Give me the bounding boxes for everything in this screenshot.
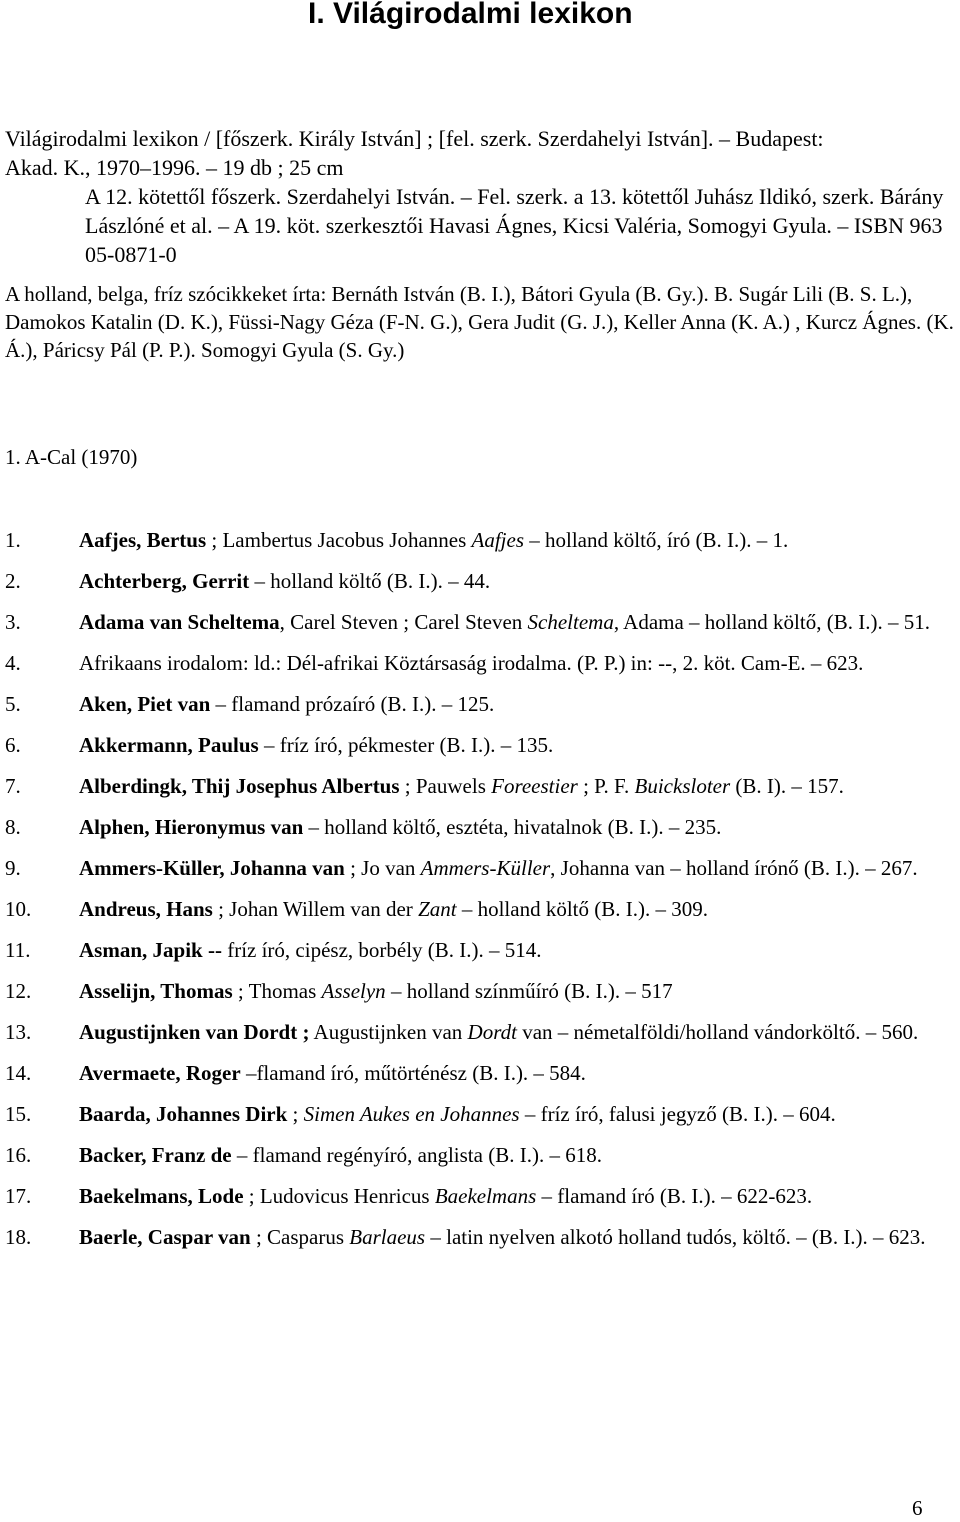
entry-text [79,649,955,677]
entry-headword: Aken, Piet van [79,692,211,716]
entry-text [79,772,955,800]
entry-item [5,1018,955,1046]
entry-description: Augustijnken van [309,1020,468,1044]
entry-headword: Alberdingk, Thij Josephus Albertus [79,774,400,798]
entry-item [5,1223,955,1251]
entry-item [5,813,955,841]
entry-description: fríz író, cipész, borbély (B. I.). – 514. [221,938,542,962]
entry-item [5,1182,955,1210]
entry-headword: Avermaete, Roger [79,1061,241,1085]
entry-italic-name: Ammers-Küller [420,856,551,880]
entry-description: – flamand prózaíró (B. I.). – 125. [210,692,495,716]
entry-italic-name: Dordt [467,1020,517,1044]
entry-description: (B. I). – 157. [730,774,844,798]
entry-description: van – németalföldi/holland vándorköltő. – 560. [516,1020,919,1044]
page-number: 6 [912,1496,923,1520]
entry-text [79,1223,955,1251]
authors-note: A holland, belga, fríz szócikkeket írta: Bernáth István (B. I.), Bátori Gyula (B. Gy.). B. Sugár Lili (B. S. L.), Damokos Katalin (D. K.), Füssi-Nagy Géza (F-N. G.), Gera Judit (G. J.), Keller Anna (K. A.) , Kurcz Ágnes. (K. Á.), Páricsy Pál (P. P.). Somogyi Gyula (S. Gy.) [5,282,954,362]
entry-item [5,608,955,636]
entry-description: , Carel Steven ; Carel Steven [279,610,528,634]
entry-headword: Aafjes, Bertus [79,528,207,552]
entry-headword: Ammers-Küller, Johanna van [79,856,345,880]
entry-headword: Baarda, Johannes Dirk [79,1102,288,1126]
entry-description: ; P. F. [577,774,635,798]
entry-item [5,567,955,595]
entry-number: 3. [5,610,21,634]
entry-description: ; Lambertus Jacobus Johannes [206,528,472,552]
entry-description: ; Ludovicus Henricus [243,1184,435,1208]
entry-text [79,1100,955,1128]
entry-description: – flamand író (B. I.). – 622-623. [536,1184,813,1208]
entry-italic-name: Aafjes [471,528,525,552]
entry-description: ; Jo van [344,856,421,880]
entry-headword: Achterberg, Gerrit [79,569,250,593]
entry-italic-name: Simen Aukes en Johannes [303,1102,520,1126]
entry-list [5,526,955,1251]
entry-italic-name: Baekelmans [434,1184,537,1208]
entry-description: ; Johan Willem van der [212,897,419,921]
entry-headword: Asman, Japik -- [79,938,222,962]
entry-item [5,690,955,718]
entry-item [5,1100,955,1128]
entry-headword: Baerle, Caspar van [79,1225,251,1249]
entry-description: , Johanna van – holland írónő (B. I.). – 267. [550,856,918,880]
catalog-record-notes: A 12. kötettől főszerk. Szerdahelyi István. – Fel. szerk. a 13. kötettől Juhász Ildikó, szerk. Bárány Lászlóné et al. – A 19. köt. szerkesztői Havasi Ágnes, Kicsi Valéria, Somogyi Gyula. – ISBN 963 05-0871-0 [85,184,944,267]
entry-text [79,1141,955,1169]
entry-number: 14. [5,1061,32,1085]
entry-number: 18. [5,1225,32,1249]
entry-italic-name: Zant [418,897,457,921]
entry-number: 7. [5,774,21,798]
catalog-record [5,124,955,269]
entry-description: ; Casparus [250,1225,350,1249]
entry-number: 12. [5,979,32,1003]
entry-item [5,895,955,923]
entry-description: – flamand regényíró, anglista (B. I.). – 618. [231,1143,602,1167]
entry-text [79,854,955,882]
entry-italic-name: Scheltema [527,610,614,634]
entry-text [79,690,955,718]
entry-text [79,977,955,1005]
entry-italic-name: Buicksloter [634,774,731,798]
entry-description: – holland költő, író (B. I.). – 1. [524,528,789,552]
entry-item [5,649,955,677]
entry-text [79,1059,955,1087]
entry-description: ; [287,1102,304,1126]
entry-item [5,731,955,759]
entry-number: 10. [5,897,32,921]
entry-number: 1. [5,528,21,552]
entry-number: 11. [5,938,31,962]
catalog-record-line-1: Világirodalmi lexikon / [főszerk. Király István] ; [fel. szerk. Szerdahelyi István]. – Budapest: [5,126,824,151]
entry-italic-name: Foreestier [491,774,578,798]
entry-description: – fríz író, falusi jegyző (B. I.). – 604. [519,1102,836,1126]
entry-headword: Backer, Franz de [79,1143,232,1167]
entry-italic-name: Asselyn [321,979,386,1003]
entry-description: – holland színműíró (B. I.). – 517 [385,979,673,1003]
entry-number: 16. [5,1143,32,1167]
entry-item [5,526,955,554]
entry-headword: Augustijnken van Dordt ; [79,1020,310,1044]
entry-description: – fríz író, pékmester (B. I.). – 135. [258,733,554,757]
entry-text [79,608,955,636]
entry-headword: Akkermann, Paulus [79,733,259,757]
entry-description: ; Pauwels [399,774,492,798]
entry-number: 15. [5,1102,32,1126]
entry-text [79,895,955,923]
catalog-record-line-2: Akad. K., 1970–1996. – 19 db ; 25 cm [5,155,344,180]
entry-description: Afrikaans irodalom: ld.: Dél-afrikai Köztársaság irodalma. (P. P.) in: --, 2. köt. Cam-E. – 623. [79,651,864,675]
entry-number: 4. [5,651,21,675]
entry-item [5,977,955,1005]
entry-headword: Andreus, Hans [79,897,213,921]
entry-item [5,1141,955,1169]
entry-description: – latin nyelven alkotó holland tudós, költő. – (B. I.). – 623. [425,1225,926,1249]
entry-item [5,936,955,964]
entry-item [5,1059,955,1087]
entry-headword: Asselijn, Thomas [79,979,233,1003]
entry-headword: Baekelmans, Lode [79,1184,244,1208]
entry-description: – holland költő (B. I.). – 44. [249,569,491,593]
entry-item [5,772,955,800]
entry-italic-name: Barlaeus [349,1225,426,1249]
entry-number: 8. [5,815,21,839]
entry-description: – holland költő, esztéta, hivatalnok (B. I.). – 235. [303,815,722,839]
entry-description: –flamand író, műtörténész (B. I.). – 584. [240,1061,586,1085]
entry-text [79,731,955,759]
entry-number: 5. [5,692,21,716]
entry-description: – holland költő (B. I.). – 309. [456,897,708,921]
entry-text [79,1182,955,1210]
entry-description: ; Thomas [232,979,322,1003]
entry-number: 17. [5,1184,32,1208]
entry-headword: Alphen, Hieronymus van [79,815,304,839]
entry-text [79,936,955,964]
entry-number: 2. [5,569,21,593]
entry-headword: Adama van Scheltema [79,610,280,634]
entry-item [5,854,955,882]
volume-heading: 1. A-Cal (1970) [5,445,138,469]
entry-text [79,1018,955,1046]
entry-number: 13. [5,1020,32,1044]
entry-number: 9. [5,856,21,880]
entry-description: , Adama – holland költő, (B. I.). – 51. [613,610,930,634]
entry-number: 6. [5,733,21,757]
page-title: I. Világirodalmi lexikon [308,0,633,30]
entry-text [79,567,955,595]
entry-text [79,813,955,841]
entry-text [79,526,955,554]
